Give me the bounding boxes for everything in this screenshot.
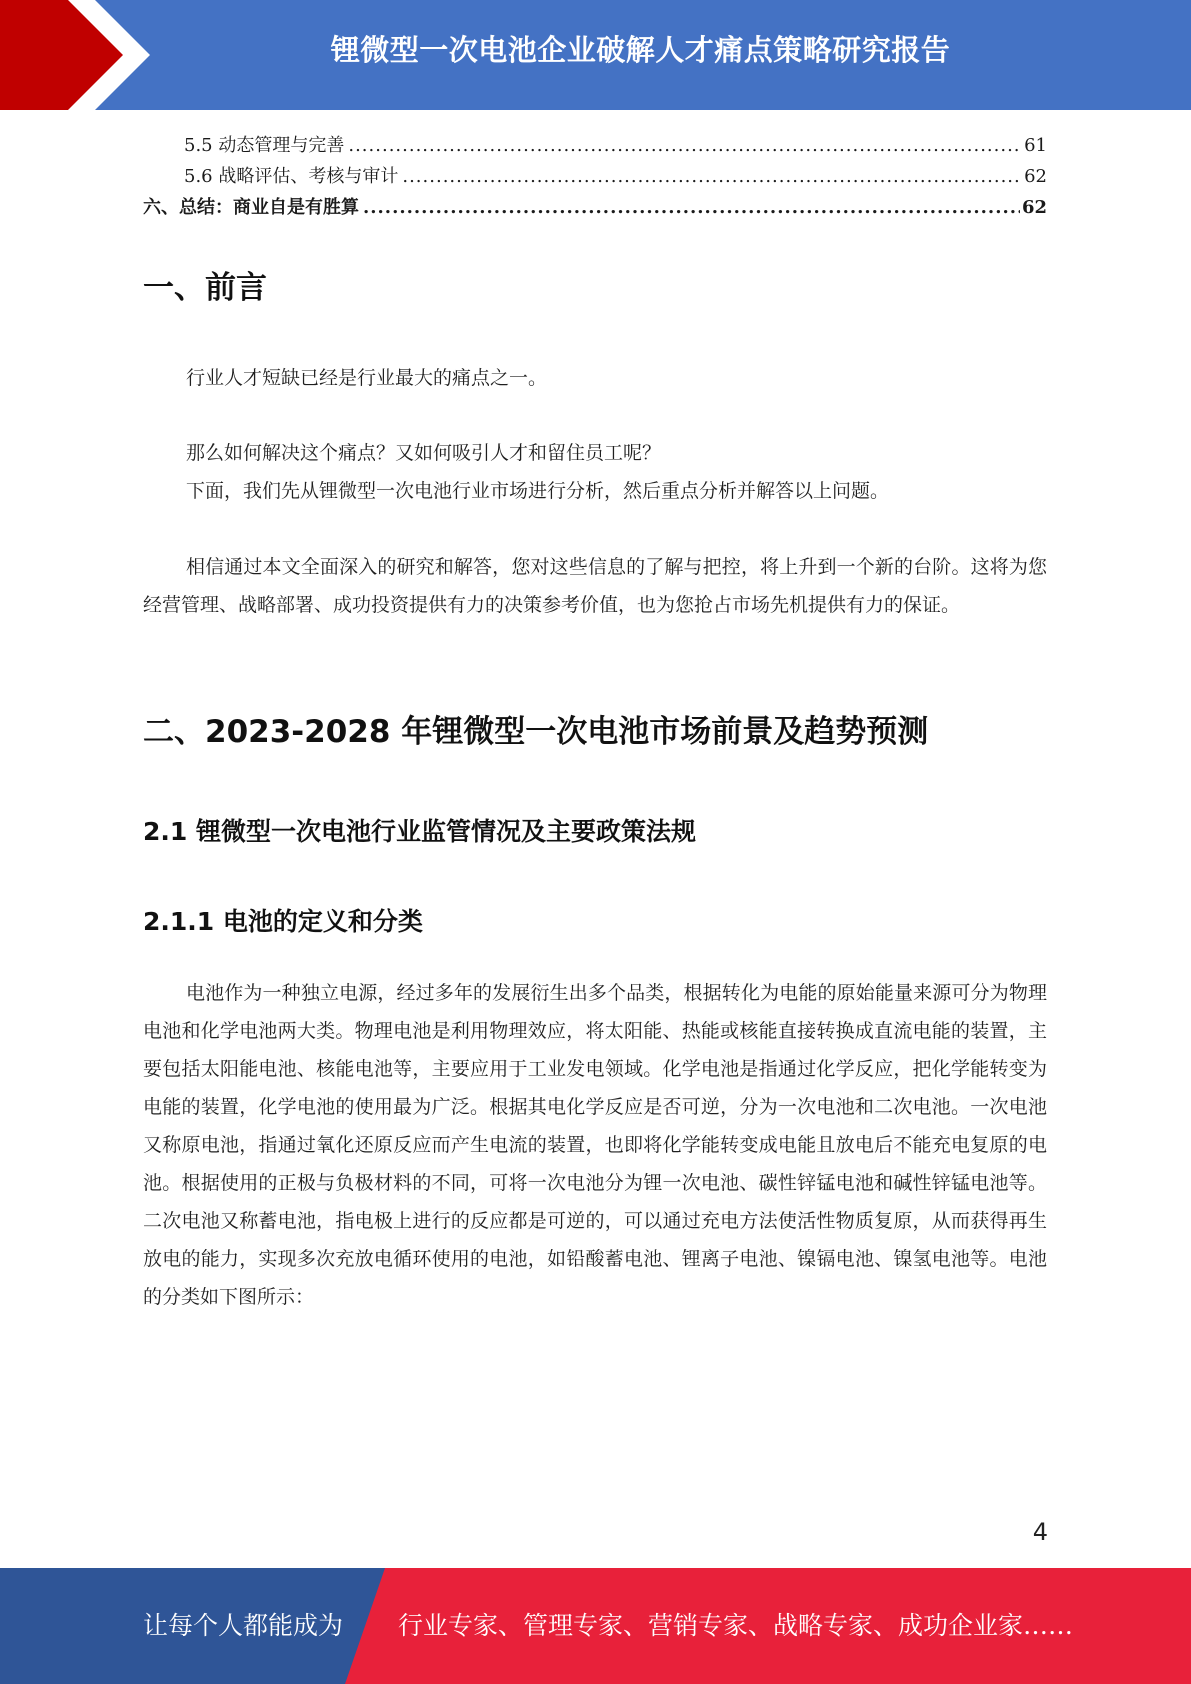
report-title: 锂微型一次电池企业破解人才痛点策略研究报告 <box>330 33 951 67</box>
toc-leader-dots <box>402 161 1022 192</box>
toc-entry-label: 5.5 动态管理与完善 <box>184 135 345 156</box>
toc-entry-page: 61 <box>1024 135 1047 156</box>
paragraph: 相信通过本文全面深入的研究和解答，您对这些信息的了解与把控，将上升到一个新的台阶。这将为您经营管理、战略部署、成功投资提供有力的决策参考价值，也为您抢占市场先机提供有力的保证。 <box>143 556 1047 616</box>
toc-entry-page: 62 <box>1024 166 1047 187</box>
subsubsection-heading: 2.1.1 电池的定义和分类 <box>143 907 423 936</box>
toc-entry[interactable] <box>143 130 1047 161</box>
toc-entry-label: 六、总结：商业自是有胜算 <box>143 197 359 218</box>
paragraph: 电池作为一种独立电源，经过多年的发展衍生出多个品类，根据转化为电能的原始能量来源可分为物理电池和化学电池两大类。物理电池是利用物理效应，将太阳能、热能或核能直接转换成直流电能的装置，主要包括太阳能电池、核能电池等，主要应用于工业发电领域。化学电池是指通过化学反应，把化学能转变为电能的装置，化学电池的使用最为广泛。根据其电化学反应是否可逆，分为一次电池和二次电池。一次电池又称原电池，指通过氧化还原反应而产生电流的装置，也即将化学能转变成电能且放电后不能充电复原的电池。根据使用的正极与负极材料的不同，可将一次电池分为锂一次电池、碳性锌锰电池和碱性锌锰电池等。二次电池又称蓄电池，指电极上进行的反应都是可逆的，可以通过充电方法使活性物质复原，从而获得再生放电的能力，实现多次充放电循环使用的电池，如铅酸蓄电池、锂离子电池、镍镉电池、镍氢电池等。电池的分类如下图所示： <box>143 982 1047 1308</box>
header-chevron-icon <box>0 0 160 110</box>
toc-entry[interactable] <box>143 161 1047 192</box>
page-header <box>0 0 1191 110</box>
page-number: 4 <box>1032 1518 1048 1546</box>
page-footer <box>0 1568 1191 1684</box>
table-of-contents <box>143 130 1047 223</box>
toc-entry[interactable] <box>143 192 1047 223</box>
paragraph: 那么如何解决这个痛点？又如何吸引人才和留住员工呢？ <box>186 442 662 464</box>
toc-entry-label: 5.6 战略评估、考核与审计 <box>184 166 399 187</box>
subsection-heading: 2.1 锂微型一次电池行业监管情况及主要政策法规 <box>143 817 696 846</box>
footer-slogan-right: 行业专家、管理专家、营销专家、战略专家、成功企业家…… <box>398 1611 1074 1640</box>
section-heading-market: 二、2023-2028 年锂微型一次电池市场前景及趋势预测 <box>143 714 929 750</box>
footer-slogan-left: 让每个人都能成为 <box>143 1611 344 1640</box>
toc-leader-dots <box>348 130 1022 161</box>
toc-leader-dots <box>363 192 1020 223</box>
paragraph: 行业人才短缺已经是行业最大的痛点之一。 <box>186 367 548 389</box>
paragraph: 下面，我们先从锂微型一次电池行业市场进行分析，然后重点分析并解答以上问题。 <box>186 480 890 502</box>
toc-entry-page: 62 <box>1021 197 1047 218</box>
section-heading-preface: 一、前言 <box>143 270 267 306</box>
